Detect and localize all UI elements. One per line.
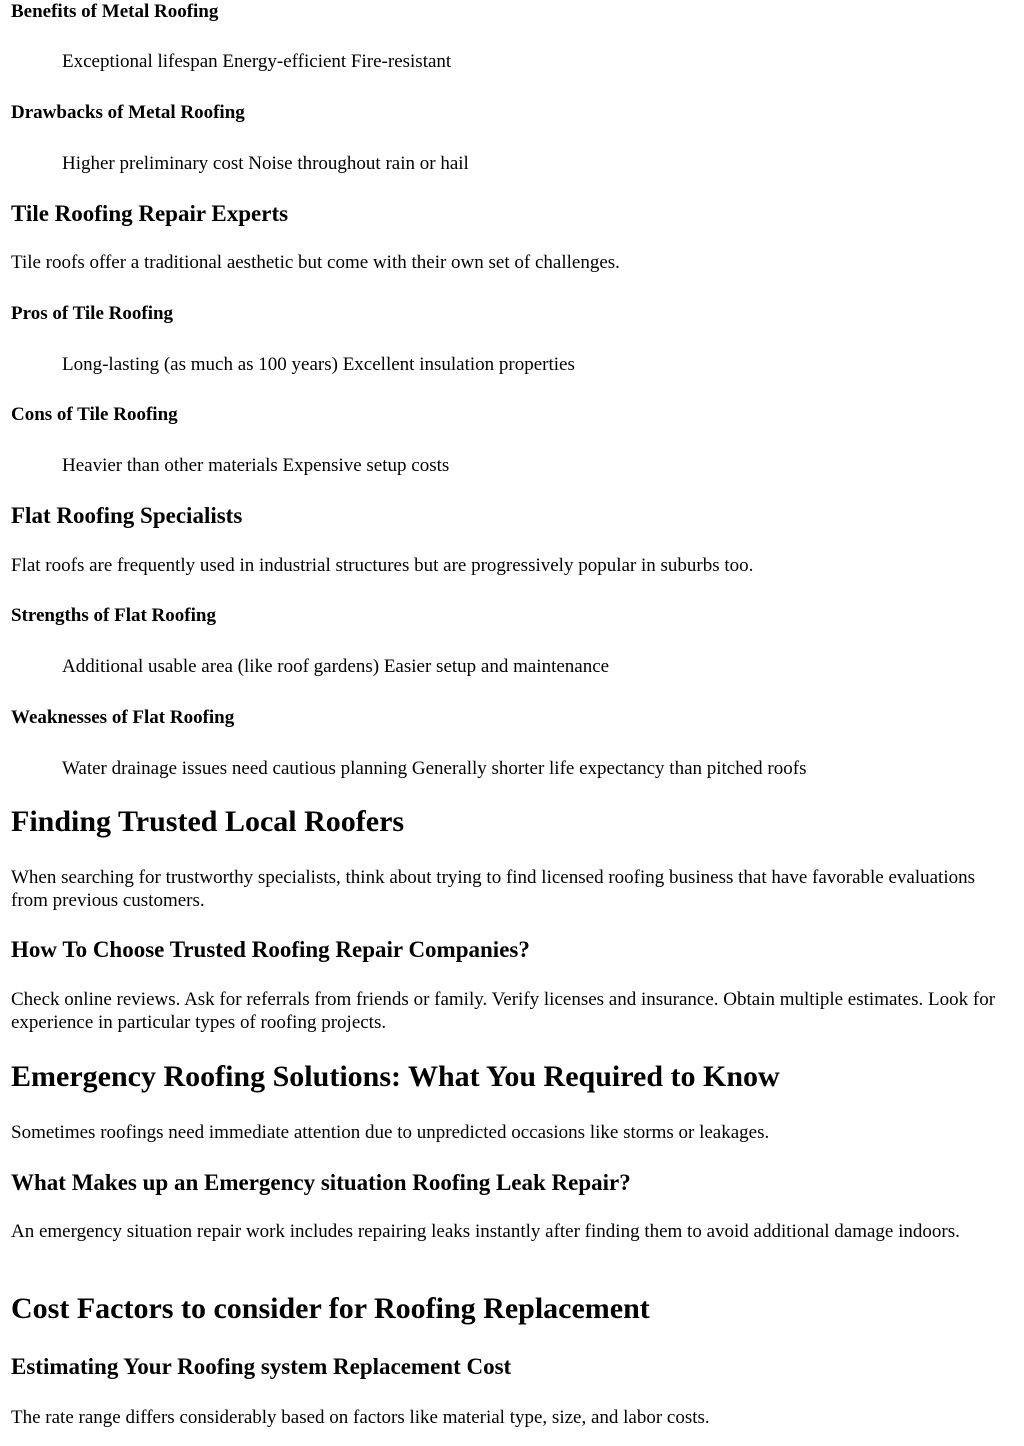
metal-drawbacks-list: Higher preliminary cost Noise throughout rain or hail [62,153,469,174]
tile-intro-paragraph: Tile roofs offer a traditional aesthetic but come with their own set of challenges. [11,252,620,273]
emergency-solutions-heading: Emergency Roofing Solutions: What You Required to Know [11,1060,780,1093]
tile-pros-heading: Pros of Tile Roofing [11,303,174,324]
flat-strengths-heading: Strengths of Flat Roofing [11,605,216,626]
estimate-cost-heading: Estimating Your Roofing system Replacement Cost [11,1354,512,1379]
estimate-cost-paragraph: The rate range differs considerably based on factors like material type, size, and labor costs. [11,1407,710,1428]
tile-pros-list: Long-lasting (as much as 100 years) Excellent insulation properties [62,354,575,375]
tile-cons-heading: Cons of Tile Roofing [11,404,178,425]
emergency-leak-paragraph: An emergency situation repair work includes repairing leaks instantly after finding them to avoid additional damage indoors. [11,1221,960,1242]
local-roofers-paragraph: When searching for trustworthy specialists, think about trying to find licensed roofing business that have favorable evaluations from previous customers. [11,867,976,911]
metal-benefits-heading: Benefits of Metal Roofing [11,1,219,22]
tile-cons-list: Heavier than other materials Expensive setup costs [62,455,450,476]
flat-weaknesses-list: Water drainage issues need cautious planning Generally shorter life expectancy than pitched roofs [62,758,807,779]
metal-benefits-list: Exceptional lifespan Energy-efficient Fire-resistant [62,51,452,72]
cost-factors-heading: Cost Factors to consider for Roofing Replacement [11,1292,650,1325]
tile-section-heading: Tile Roofing Repair Experts [11,201,289,226]
local-roofers-heading: Finding Trusted Local Roofers [11,805,405,838]
choose-companies-paragraph: Check online reviews. Ask for referrals from friends or family. Verify licenses and insurance. Obtain multiple estimates. Look for experience in particular types of roofing projects. [11,989,996,1033]
flat-weaknesses-heading: Weaknesses of Flat Roofing [11,707,235,728]
metal-drawbacks-heading: Drawbacks of Metal Roofing [11,102,245,123]
flat-intro-paragraph: Flat roofs are frequently used in industrial structures but are progressively popular in suburbs too. [11,555,754,576]
emergency-leak-heading: What Makes up an Emergency situation Roofing Leak Repair? [11,1170,631,1195]
flat-section-heading: Flat Roofing Specialists [11,503,243,528]
choose-companies-heading: How To Choose Trusted Roofing Repair Companies? [11,937,530,962]
emergency-solutions-paragraph: Sometimes roofings need immediate attention due to unpredicted occasions like storms or leakages. [11,1122,770,1143]
flat-strengths-list: Additional usable area (like roof gardens) Easier setup and maintenance [62,656,610,677]
